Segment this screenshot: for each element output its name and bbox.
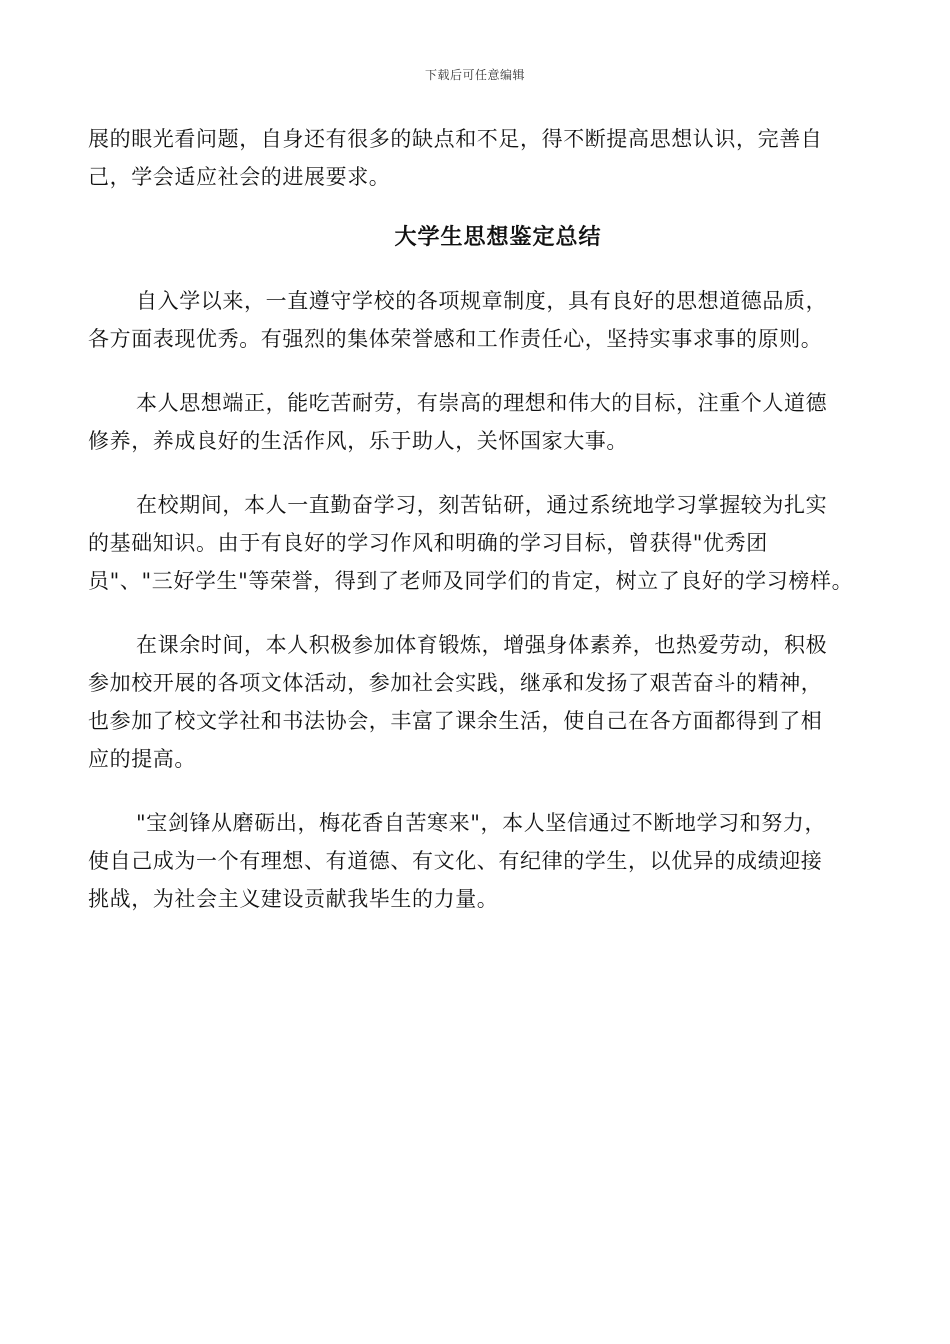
text-line: 应的提高。	[88, 747, 196, 771]
text-line: 己，学会适应社会的进展要求。	[88, 165, 391, 189]
intro-paragraph	[88, 120, 878, 196]
paragraph-4	[88, 626, 878, 778]
text-line: 在校期间，本人一直勤奋学习，刻苦钻研，通过系统地学习掌握较为扎实	[136, 493, 828, 517]
document-body	[88, 120, 878, 944]
text-line: 自入学以来，一直遵守学校的各项规章制度，具有良好的思想道德品质，	[136, 289, 828, 313]
text-line: 挑战，为社会主义建设贡献我毕生的力量。	[88, 887, 499, 911]
paragraph-2	[88, 384, 878, 460]
text-line: "宝剑锋从磨砺出，梅花香自苦寒来"，本人坚信通过不断地学习和努力，	[136, 811, 827, 835]
text-line: 在课余时间，本人积极参加体育锻炼，增强身体素养，也热爱劳动，积极	[136, 633, 828, 657]
document-title: 大学生思想鉴定总结	[394, 224, 602, 250]
text-line: 的基础知识。由于有良好的学习作风和明确的学习目标，曾获得"优秀团	[88, 531, 768, 555]
text-line: 展的眼光看问题，自身还有很多的缺点和不足，得不断提高思想认识，完善自	[88, 127, 823, 151]
text-line: 各方面表现优秀。有强烈的集体荣誉感和工作责任心，坚持实事求事的原则。	[88, 327, 823, 351]
paragraph-3	[88, 486, 878, 600]
text-line: 本人思想端正，能吃苦耐劳，有崇高的理想和伟大的目标，注重个人道德	[136, 391, 828, 415]
text-line: 员"、"三好学生"等荣誉，得到了老师及同学们的肯定，树立了良好的学习榜样。	[88, 569, 854, 593]
text-line: 参加校开展的各项文体活动，参加社会实践，继承和发扬了艰苦奋斗的精神，	[88, 671, 823, 695]
text-line: 也参加了校文学社和书法协会，丰富了课余生活，使自己在各方面都得到了相	[88, 709, 823, 733]
text-line: 使自己成为一个有理想、有道德、有文化、有纪律的学生，以优异的成绩迎接	[88, 849, 823, 873]
page-header-note: 下载后可任意编辑	[424, 68, 525, 82]
paragraph-5	[88, 804, 878, 918]
paragraph-1	[88, 282, 878, 358]
text-line: 修养，养成良好的生活作风，乐于助人，关怀国家大事。	[88, 429, 628, 453]
